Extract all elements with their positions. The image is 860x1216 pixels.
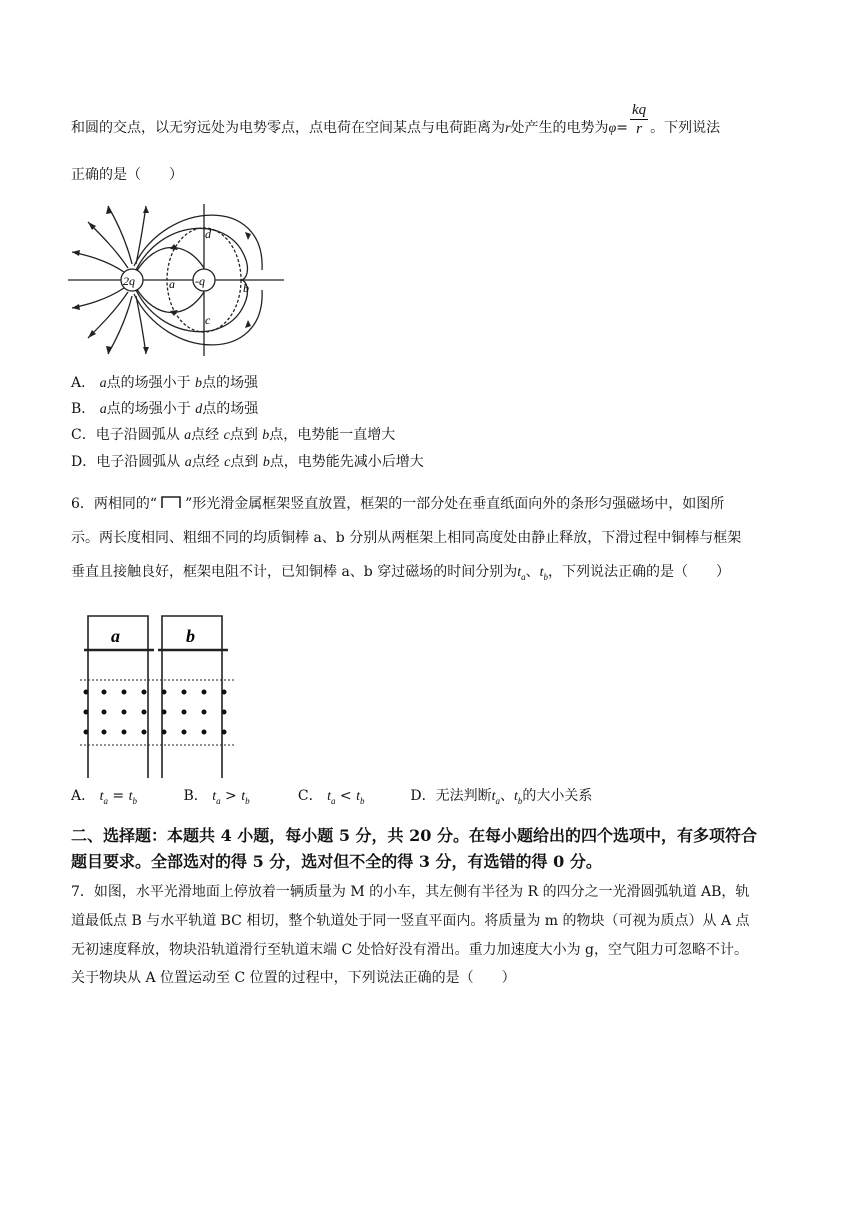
separator: 、: [499, 788, 514, 804]
option-var: c: [224, 455, 231, 470]
var-t: t: [241, 789, 246, 804]
option-text: 点经: [191, 427, 220, 443]
option-letter: D．: [71, 454, 97, 470]
option-text: 点到: [230, 454, 259, 470]
option-text: 点，电势能先减小后增大: [269, 454, 424, 470]
option-text: 点，电势能一直增大: [269, 427, 396, 443]
var-r: r: [505, 121, 511, 136]
q6-stem-line3: [71, 562, 730, 587]
subscript: a: [330, 795, 336, 806]
field-dots: [84, 690, 227, 735]
frame-shape-icon: [158, 494, 184, 508]
section-2-heading-line1: 二、选择题：本题共 4 小题，每小题 5 分，共 20 分。在每小题给出的四个选项中，有多项符合: [71, 826, 757, 845]
separator: 、: [525, 564, 540, 580]
magnetic-field-figure: [78, 608, 248, 783]
q6-option-c: [298, 786, 406, 811]
q6-text: ，下列说法正确的是（ ）: [548, 564, 730, 580]
charge-neg-q-label: -q: [195, 274, 205, 288]
option-text: 点的场强: [202, 375, 259, 391]
q5-option-c: [71, 425, 395, 446]
var-t: t: [212, 789, 217, 804]
q5-text: 。下列说法: [650, 120, 721, 136]
option-letter: A．: [71, 788, 96, 804]
option-letter: B．: [71, 401, 96, 417]
option-text: 无法判断: [435, 788, 492, 804]
point-b-label: b: [243, 281, 249, 295]
var-t: t: [491, 789, 496, 804]
q6-option-d: [410, 786, 592, 811]
charge-2q-label: 2q: [123, 274, 135, 288]
operator: <: [335, 788, 357, 804]
point-a-label: a: [169, 277, 175, 291]
var-t: t: [539, 565, 544, 580]
subscript: a: [103, 795, 108, 806]
point-c-label: c: [205, 313, 211, 327]
q6-text: 6．两相同的“: [71, 496, 158, 512]
option-letter: B．: [183, 788, 208, 804]
subscript-a: a: [521, 571, 526, 582]
q6-stem-line2: [71, 528, 741, 548]
option-text: 点的场强: [202, 401, 259, 417]
electric-field-figure: [66, 200, 296, 360]
q5-text: 处产生的电势为: [510, 120, 609, 136]
var-t: t: [327, 789, 331, 804]
subscript-b: b: [543, 571, 548, 582]
q5-text: 正确的是（ ）: [71, 167, 183, 183]
operator: >: [220, 788, 242, 804]
option-text: 电子沿圆弧从: [96, 454, 181, 470]
subscript: b: [132, 795, 137, 806]
var-t: t: [513, 789, 518, 804]
subscript: b: [360, 795, 365, 806]
section-2-heading-line2: 题目要求。全部选对的得 5 分，选对但不全的得 3 分，有选错的得 0 分。: [71, 852, 602, 871]
potential-fraction: [630, 101, 648, 138]
var-t: t: [99, 789, 104, 804]
option-var: a: [99, 402, 107, 417]
equals-sign: =: [616, 120, 628, 136]
option-letter: A．: [71, 375, 96, 391]
q6-option-a: [71, 786, 179, 811]
option-text: 的大小关系: [522, 788, 593, 804]
option-text: 点的场强小于: [106, 375, 191, 391]
var-t: t: [128, 789, 133, 804]
option-text: 点经: [191, 454, 220, 470]
q5-stem-line1: [71, 101, 721, 139]
q6-option-b: [183, 786, 293, 811]
rod-b-label: b: [186, 626, 195, 646]
option-var: c: [223, 428, 230, 443]
q5-stem-line2: [71, 165, 183, 185]
option-letter: C．: [297, 788, 323, 804]
q6-stem-line1: [71, 494, 724, 514]
operator: =: [107, 788, 129, 804]
q6-text: ”形光滑金属框架竖直放置，框架的一部分处在垂直纸面向外的条形匀强磁场中，如图所: [185, 496, 725, 512]
subscript: a: [216, 795, 221, 806]
q6-text: 垂直且接触良好，框架电阻不计，已知铜棒 a、b 穿过磁场的时间分别为: [71, 564, 518, 580]
q5-option-b: [71, 399, 258, 420]
option-letter: D．: [410, 788, 436, 804]
option-text: 点到: [229, 427, 258, 443]
option-var: a: [184, 455, 192, 470]
q6-text: 示。两长度相同、粗细不同的均质铜棒 a、b 分别从两框架上相同高度处由静止释放，下滑过程中铜棒与框架: [71, 530, 742, 546]
option-var: b: [262, 428, 270, 443]
subscript-b: b: [517, 795, 523, 806]
q5-option-d: [71, 452, 424, 473]
q5-text: 和圆的交点，以无穷远处为电势零点，点电荷在空间某点与电荷距离为: [71, 120, 505, 136]
option-var: d: [195, 402, 203, 417]
var-phi: φ: [608, 121, 617, 136]
option-text: 点的场强小于: [106, 401, 191, 417]
var-t: t: [517, 565, 522, 580]
option-var: a: [99, 376, 107, 391]
subscript-a: a: [495, 795, 500, 806]
option-text: 电子沿圆弧从: [95, 427, 180, 443]
q7-stem-line3: 无初速度释放，物块沿轨道滑行至轨道末端 C 处恰好没有滑出。重力加速度大小为 g，空气阻力可忽略不计。: [71, 942, 749, 958]
q7-stem-line4: 关于物块从 A 位置运动至 C 位置的过程中，下列说法正确的是（ ）: [71, 970, 516, 986]
q6-options-row: [71, 786, 771, 811]
q7-stem-line1: 7．如图，水平光滑地面上停放着一辆质量为 M 的小车，其左侧有半径为 R 的四分之一光滑圆弧轨道 AB，轨: [71, 884, 750, 900]
q7-stem-line2: 道最低点 B 与水平轨道 BC 相切，整个轨道处于同一竖直平面内。将质量为 m 的物块（可视为质点）从 A 点: [71, 913, 750, 929]
q5-option-a: [71, 373, 258, 394]
subscript: b: [245, 795, 250, 806]
rod-a-label: a: [111, 626, 120, 646]
fraction-denominator: r: [636, 120, 642, 137]
point-d-label: d: [205, 227, 211, 241]
fraction-numerator: kq: [631, 101, 647, 118]
option-var: b: [262, 455, 270, 470]
option-var: b: [195, 376, 203, 391]
var-t: t: [356, 789, 360, 804]
option-var: a: [184, 428, 192, 443]
option-letter: C．: [71, 427, 96, 443]
